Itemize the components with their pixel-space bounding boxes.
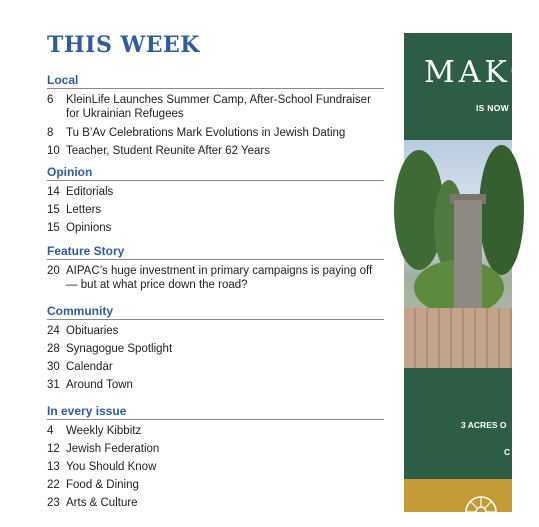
section-opinion (47, 165, 384, 235)
toc-entry[interactable] (47, 342, 384, 356)
toc-entry[interactable] (47, 93, 384, 121)
toc-entry[interactable] (47, 185, 384, 199)
page-number: 12 (47, 443, 60, 455)
toc-entry[interactable] (47, 460, 384, 474)
toc-entry[interactable] (47, 424, 384, 438)
section-heading: Feature Story (47, 244, 384, 260)
ad-photo (404, 140, 512, 368)
entry-title: AIPAC’s huge investment in primary campaigns is paying off — but at what price down the road? (66, 265, 373, 291)
page-number: 28 (47, 343, 60, 355)
page-number: 13 (47, 461, 60, 473)
page-number: 31 (47, 379, 60, 391)
section-heading: In every issue (47, 404, 384, 420)
toc-entry[interactable] (47, 360, 384, 374)
section-local (47, 73, 384, 158)
entry-title: Arts & Culture (66, 497, 138, 509)
tree (479, 145, 524, 275)
page-number: 15 (47, 204, 60, 216)
ad-tagline-2: C (504, 447, 511, 457)
entry-title: Jewish Federation (66, 443, 160, 455)
page-number: 8 (47, 127, 54, 139)
entry-title: Opinions (66, 222, 112, 234)
page-number: 10 (47, 145, 60, 157)
stone-pillar (454, 200, 482, 310)
entry-title: You Should Know (66, 461, 157, 473)
section-feature-story (47, 244, 384, 292)
page-number: 4 (47, 425, 54, 437)
entry-title: Food & Dining (66, 479, 139, 491)
page-title: THIS WEEK (47, 32, 200, 58)
entry-title: Obituaries (66, 325, 119, 337)
toc-entry[interactable] (47, 126, 384, 140)
section-heading: Opinion (47, 165, 384, 181)
section-in-every-issue (47, 404, 384, 510)
page-number: 24 (47, 325, 60, 337)
toc-entry[interactable] (47, 324, 384, 338)
page-number: 6 (47, 94, 54, 106)
page-number: 23 (47, 497, 60, 509)
page-number: 30 (47, 361, 60, 373)
paved-walkway (404, 308, 512, 368)
advertisement[interactable] (404, 33, 539, 512)
section-heading: Local (47, 73, 384, 89)
toc-entry[interactable] (47, 144, 384, 158)
ad-tagline: 3 ACRES O (461, 420, 507, 430)
ad-subtitle: IS NOW (476, 103, 509, 113)
section-community (47, 304, 384, 392)
toc-entry[interactable] (47, 496, 384, 510)
entry-title: Letters (66, 204, 102, 216)
entry-title: Calendar (66, 361, 113, 373)
toc-entry[interactable] (47, 442, 384, 456)
toc-entry[interactable] (47, 203, 384, 217)
section-heading: Community (47, 304, 384, 320)
sun-icon (456, 487, 506, 527)
page-number: 14 (47, 186, 60, 198)
entry-title: Weekly Kibbitz (66, 425, 142, 437)
page-number: 15 (47, 222, 60, 234)
page-number: 20 (47, 265, 60, 277)
entry-title: Synagogue Spotlight (66, 343, 173, 355)
entry-title: Tu B’Av Celebrations Mark Evolutions in Jewish Dating (66, 127, 346, 139)
toc-entry[interactable] (47, 378, 384, 392)
toc-entry[interactable] (47, 478, 384, 492)
entry-title: KleinLife Launches Summer Camp, After-School Fundraiser for Ukrainian Refugees (66, 94, 371, 120)
entry-title: Teacher, Student Reunite After 62 Years (66, 145, 270, 157)
page-number: 22 (47, 479, 60, 491)
entry-title: Editorials (66, 186, 114, 198)
toc-entry[interactable] (47, 221, 384, 235)
entry-title: Around Town (66, 379, 133, 391)
ad-logo: MAKO (424, 55, 539, 90)
toc-entry[interactable] (47, 264, 384, 292)
